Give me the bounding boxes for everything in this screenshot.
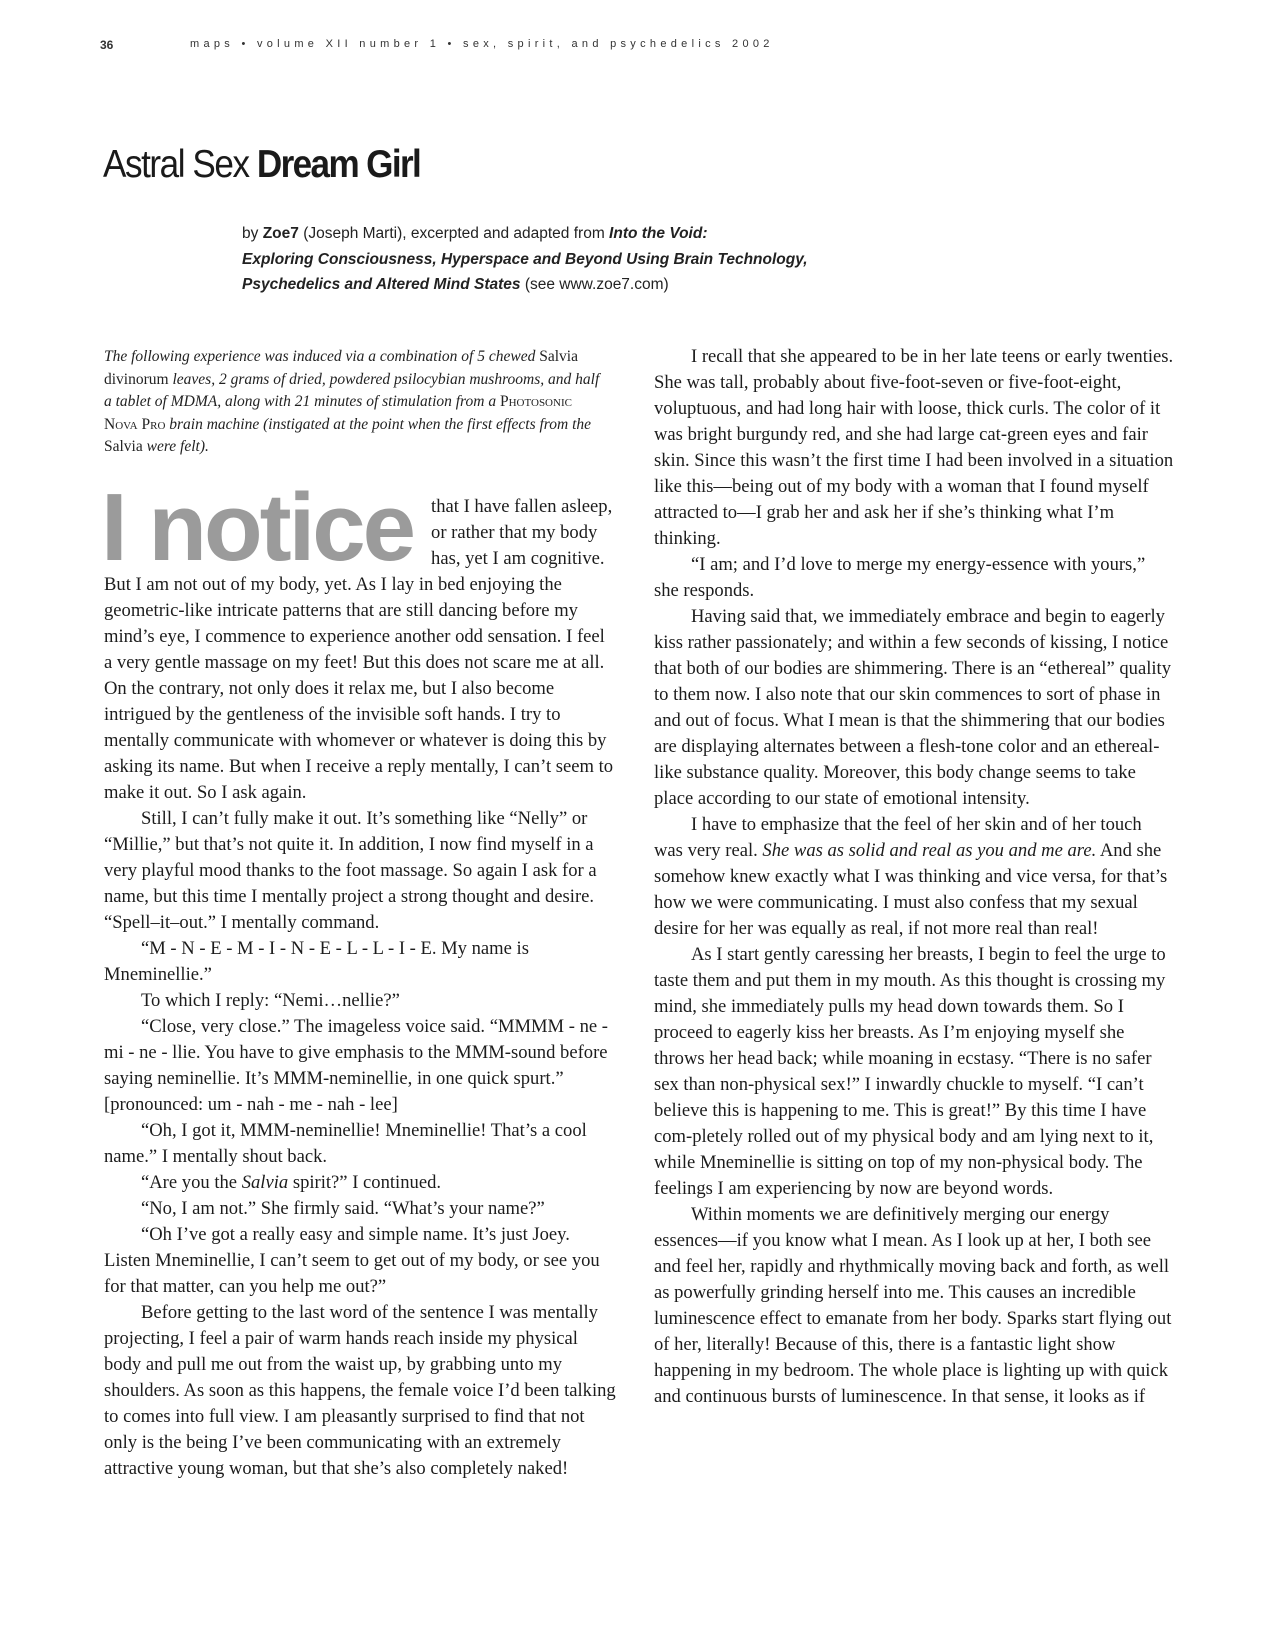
paragraph: “Oh I’ve got a really easy and simple name. It’s just Joey. Listen Mneminellie, I can’t seem to get out of my body, or see you for that matter, can you help me out?” [104,1224,600,1297]
paragraph: “No, I am not.” She firmly said. “What’s your name?” [141,1198,545,1219]
paragraph: Having said that, we immediately embrace and begin to eagerly kiss rather passionately; and within a few seconds of kissing, I notice that both of our bodies are shimmering. There is an “ethereal” quality to them now. I also note that our skin commences to sort of phase in and out of focus. What I mean is that the shimmering that our bodies are displaying alternates between a flesh-tone color and an ethereal-like substance quality. Moreover, this body change seems to take place according to our state of emotional intensity. [654,606,1172,809]
paragraph [104,1170,616,1196]
paragraph: Still, I can’t fully make it out. It’s something like “Nelly” or “Millie,” but that’s not quite it. In addition, I now find myself in a very playful mood thanks to the foot massage. So again I ask for a name, but this time I mentally project a strong thought and desire. “Spell–it–out.” I mentally command. [104,808,597,933]
paragraph: Within moments we are definitively merging our energy essences—if you know what I mean. As I look up at her, I both see and feel her, rapidly and rhythmically moving back and forth, as well as powerfully grinding herself into me. This causes an incredible luminescence effect to emanate from her body. Sparks start flying out of her, literally! Because of this, there is a fantastic light show happening in my bedroom. The whole place is lighting up with quick and continuous bursts of luminescence. In that sense, it looks as if [654,1204,1172,1407]
paragraph: “Close, very close.” The imageless voice said. “MMMM - ne - mi - ne - llie. You have to give emphasis to the MMM-sound before saying neminellie. It’s MMM-neminellie, in one quick spurt.” [pronounced: um - nah - me - nah - lee] [104,1016,608,1115]
running-head [100,38,1175,56]
paragraph: As I start gently caressing her breasts, I begin to feel the urge to taste them and put them in my mouth. As this thought is crossing my mind, she immediately pulls my head down towards them. So I proceed to eagerly kiss her breasts. As I’m enjoying myself she throws her head back; while moaning in ecstasy. “There is no safer sex than non-physical sex!” I inwardly chuckle to myself. “I can’t believe this is happening to me. This is great!” By this time I have com-pletely rolled out of my physical body and am lying next to it, while Mneminellie is sitting on top of my non-physical body. The feelings I am experiencing by now are beyond words. [654,944,1166,1199]
body-column-right [654,344,1174,1410]
title-bold: Dream Girl [256,143,421,186]
byline-by: by [242,225,259,242]
byline-website: (see www.zoe7.com) [524,276,669,293]
page-number: 36 [100,38,114,52]
intro-text-4: were felt). [146,438,209,455]
byline-author-note: (Joseph Marti), excerpted and adapted from [303,225,605,242]
paragraph [654,812,1174,942]
para-text: I have to emphasize that the feel of her skin and of her touch was very real. [654,814,1142,861]
intro-text-1: The following experience was induced via a combination of 5 chewed [104,348,536,365]
intro-salvia-1: Salvia divinorum [104,348,578,388]
book-title-line2: Exploring Consciousness, Hyperspace and Beyond Using Brain Technology, [242,250,808,268]
paragraph: “Oh, I got it, MMM-neminellie! Mneminellie! That’s a cool name.” I mentally shout back. [104,1120,587,1167]
intro-text-3: brain machine (instigated at the point when the first effects from the [169,415,592,433]
journal-header: maps • volume XII number 1 • sex, spirit, and psychedelics 2002 [190,38,774,50]
para-text: And she somehow knew exactly what I was thinking and vice versa, for that’s how we were communicating. I must also confess that my sexual desire for her was equally as real, if not more real than real! [654,840,1168,939]
title-light: Astral Sex [103,143,249,186]
paragraph: To which I reply: “Nemi…nellie?” [141,990,400,1011]
book-title-line3: Psychedelics and Altered Mind States [242,276,521,293]
para-text: “Are you the [141,1172,238,1193]
intro-text-2: leaves, 2 grams of dried, powdered psilocybian mushrooms, and half a tablet of MDMA, along with 21 minutes of stimulation from a [104,370,600,410]
body-column-left [101,474,616,1482]
book-title-line1: Into the Void: [609,225,708,242]
para-text: spirit?” I continued. [292,1172,442,1193]
intro-device: Photosonic Nova Pro [104,393,572,433]
paragraph: Before getting to the last word of the sentence I was mentally projecting, I feel a pair of warm hands reach inside my physical body and pull me out from the waist up, by grabbing unto my shoulders. As soon as this happens, the female voice I’d been talking to comes into full view. I am pleasantly surprised to find that not only is the being I’ve been communicating with an extremely attractive young woman, but that she’s also completely naked! [104,1302,616,1479]
intro-salvia-2: Salvia [104,438,143,455]
article-title [103,140,420,190]
byline-author: Zoe7 [262,225,299,242]
byline [242,221,1002,298]
paragraph: I recall that she appeared to be in her late teens or early twenties. She was tall, probably about five-foot-seven or five-foot-eight, voluptuous, and had long hair with loose, thick curls. The color of it was bright burgundy red, and she had large cat-green eyes and fair skin. Since this wasn’t the first time I had been involved in a situation like this—being out of my body with a woman that I found myself attracted to—I grab her and ask her if she’s thinking what I’m thinking. [654,346,1174,549]
para-italic: She was as solid and real as you and me are. [762,840,1097,861]
paragraph: “I am; and I’d love to merge my energy-essence with yours,” she responds. [654,554,1146,601]
paragraph: “M - N - E - M - I - N - E - L - L - I - E. My name is Mneminellie.” [104,938,529,985]
paragraph: that I have fallen asleep, or rather that my body has, yet I am cognitive. But I am not out of my body, yet. As I lay in bed enjoying the geometric-like intricate patterns that are still dancing before my mind’s eye, I commence to experience another odd sensation. I feel a very gentle massage on my feet! But this does not scare me at all. On the contrary, not only does it relax me, but I also become intrigued by the gentleness of the invisible soft hands. I try to mentally communicate with whomever or whatever is doing this by asking its name. But when I receive a reply mentally, I can’t seem to make it out. So I ask again. [104,496,614,803]
intro-note [104,346,609,459]
drop-cap: I notice [101,474,414,581]
para-italic: Salvia [241,1172,289,1193]
